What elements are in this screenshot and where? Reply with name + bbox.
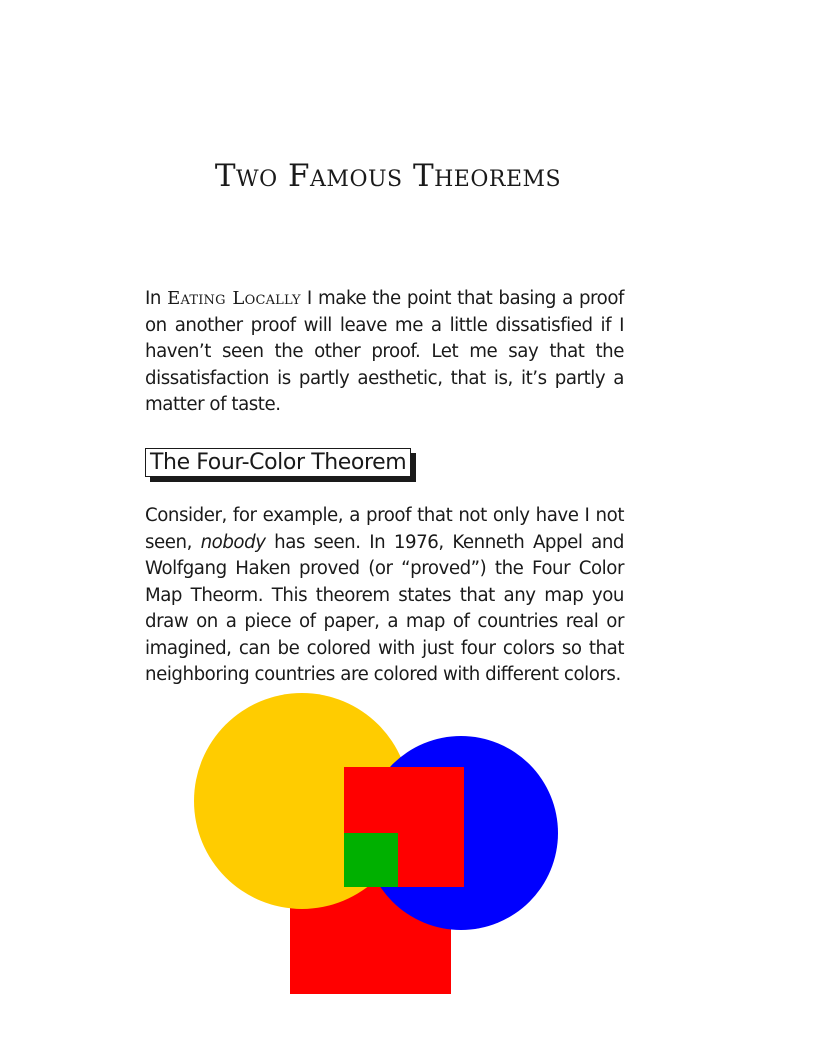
intro-rest: I make the point that basing a proof on another proof will leave me a little dissatisfied if I haven’t seen the other proof. Let me say that the dissatisfaction is partly aesthetic, that is, it’s partly a matter of taste. <box>145 288 624 415</box>
section-heading: The Four-Color Theorem <box>145 448 411 477</box>
intro-paragraph <box>145 286 624 419</box>
page-title: Two Famous Theorems <box>214 158 562 194</box>
body-paragraph <box>145 503 624 689</box>
intro-reference: Eating Locally <box>167 288 301 309</box>
intro-lead: In <box>145 288 168 309</box>
paragraph-emphasis: nobody <box>200 531 266 553</box>
green-square <box>344 833 398 887</box>
paragraph-part1: Consider, for example, a proof that not only have I not seen, <box>145 505 624 553</box>
paragraph-part2: has seen. In 1976, Kenneth Appel and Wolfgang Haken proved (or “proved”) the Four Color Map Theorm. This theorem states that any map you draw on a piece of paper, a map of countries real or imagined, can be colored with just four colors so that neighboring countries are colored with different colors. <box>145 531 624 685</box>
four-color-map-figure <box>190 692 562 998</box>
